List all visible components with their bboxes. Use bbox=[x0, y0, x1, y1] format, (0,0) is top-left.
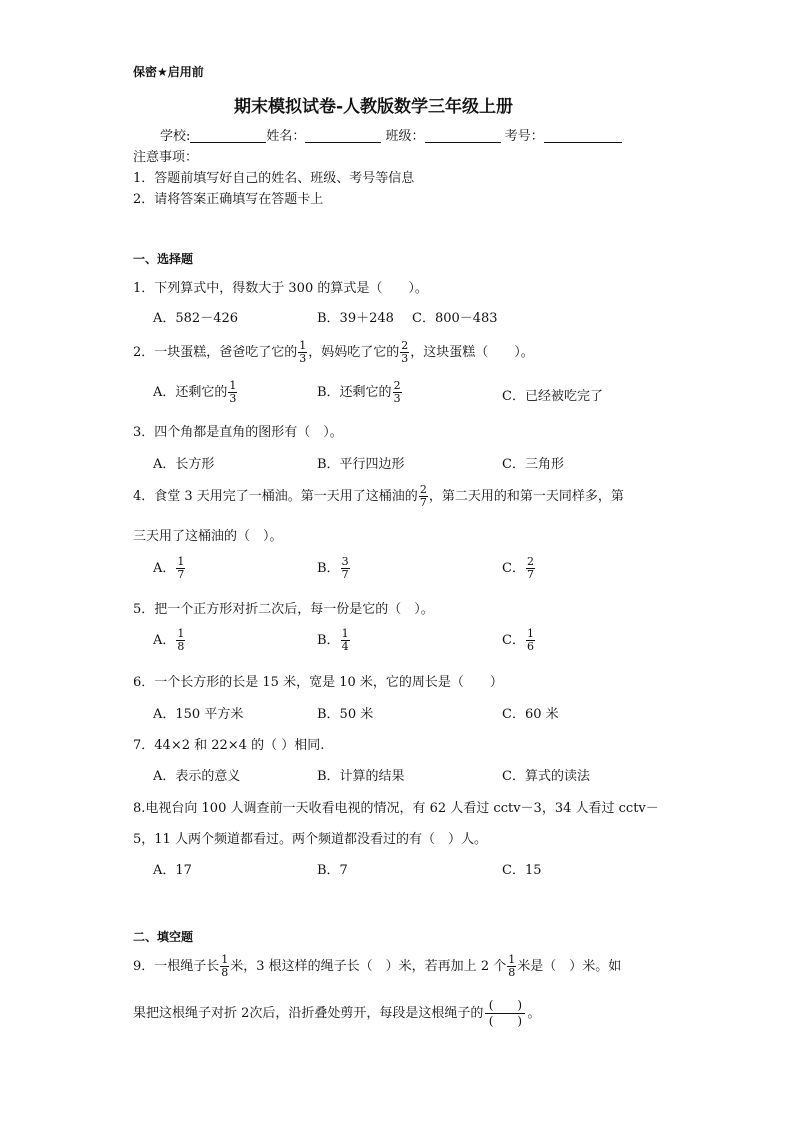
question-4-line2: 三天用了这桶油的（ ）。 bbox=[133, 529, 283, 544]
option-label: B．还剩它的 bbox=[317, 385, 392, 400]
q6-option-c[interactable]: C．60 米 bbox=[502, 707, 559, 722]
fraction-numerator: 1 bbox=[341, 627, 349, 640]
q1-option-a[interactable]: A．582－426 bbox=[153, 311, 239, 326]
fraction-numerator: 1 bbox=[229, 379, 237, 392]
fraction bbox=[400, 340, 409, 365]
school-field[interactable] bbox=[190, 128, 266, 143]
q2-option-a[interactable] bbox=[153, 380, 238, 405]
q6-option-b[interactable]: B．50 米 bbox=[317, 707, 374, 722]
fraction-denominator: 3 bbox=[393, 392, 401, 405]
q9-text: 果把这根绳子对折 2次后，沿折叠处剪开，每段是这根绳子的 bbox=[133, 1006, 484, 1021]
school-label: 学校: bbox=[160, 129, 191, 144]
fraction-denominator: 7 bbox=[177, 568, 185, 581]
q4-option-b[interactable] bbox=[317, 556, 351, 581]
section-heading-choice: 一、选择题 bbox=[133, 252, 194, 266]
question-4 bbox=[133, 484, 624, 509]
fraction-numerator-blank: ( ) bbox=[485, 998, 525, 1014]
q4-option-c[interactable] bbox=[502, 556, 536, 581]
fraction-numerator: 1 bbox=[299, 339, 307, 352]
question-8-line2: 5，11 人两个频道都看过。两个频道都没看过的有（ ）人。 bbox=[133, 832, 487, 847]
number-field[interactable] bbox=[544, 128, 622, 143]
q4-text: ，第二天用的和第一天同样多，第 bbox=[428, 489, 624, 504]
section-heading-fill: 二、填空题 bbox=[133, 930, 194, 944]
fraction bbox=[507, 954, 516, 979]
note-item: 1．答题前填写好自己的姓名、班级、考号等信息 bbox=[133, 171, 415, 186]
fraction bbox=[298, 340, 307, 365]
answer-fraction-blank[interactable] bbox=[485, 998, 525, 1029]
q3-option-c[interactable]: C．三角形 bbox=[502, 457, 564, 472]
fraction-numerator: 3 bbox=[341, 555, 349, 568]
fraction-denominator: 3 bbox=[229, 392, 237, 405]
fraction bbox=[220, 954, 229, 979]
q3-option-a[interactable]: A．长方形 bbox=[153, 457, 215, 472]
q8-option-a[interactable]: A．17 bbox=[153, 863, 192, 878]
q5-option-c[interactable] bbox=[502, 628, 536, 653]
q2-text: ，妈妈吃了它的 bbox=[308, 345, 400, 360]
fraction-numerator: 1 bbox=[177, 627, 185, 640]
fraction-denominator: 4 bbox=[341, 640, 349, 653]
q7-option-a[interactable]: A．表示的意义 bbox=[153, 769, 241, 784]
question-6: 6．一个长方形的长是 15 米，宽是 10 米，它的周长是（ ） bbox=[133, 675, 503, 690]
q8-option-b[interactable]: B．7 bbox=[317, 863, 348, 878]
q1-option-c[interactable]: C．800－483 bbox=[412, 311, 498, 326]
q4-text: 4．食堂 3 天用完了一桶油。第一天用了这桶油的 bbox=[133, 489, 418, 504]
q5-option-a[interactable] bbox=[153, 628, 186, 653]
fraction-numerator: 2 bbox=[526, 555, 534, 568]
option-label: A．还剩它的 bbox=[153, 385, 228, 400]
class-label: 班级： bbox=[385, 129, 425, 144]
question-3: 3．四个角都是直角的图形有（ ）。 bbox=[133, 425, 343, 440]
question-8: 8.电视台向 100 人调查前一天收看电视的情况，有 62 人看过 cctv－3，34 人看过 cctv－ bbox=[133, 801, 659, 816]
q8-option-c[interactable]: C．15 bbox=[502, 863, 542, 878]
fraction bbox=[341, 628, 350, 653]
question-5: 5．把一个正方形对折二次后，每一份是它的（ ）。 bbox=[133, 602, 434, 617]
q2-option-b[interactable] bbox=[317, 380, 403, 405]
question-2 bbox=[133, 340, 534, 365]
fraction bbox=[176, 628, 185, 653]
fraction-denominator: 7 bbox=[341, 568, 349, 581]
fraction bbox=[393, 380, 402, 405]
notes-heading: 注意事项： bbox=[133, 150, 199, 165]
question-9-line2 bbox=[133, 998, 540, 1029]
q6-option-a[interactable]: A．150 平方米 bbox=[153, 707, 244, 722]
q9-text: 米，3 根这样的绳子长（ ）米，若再加上 2 个 bbox=[230, 959, 507, 974]
number-label: 考号： bbox=[504, 129, 544, 144]
q9-text: 。 bbox=[527, 1006, 541, 1021]
q9-text: 米是（ ）米。如 bbox=[517, 959, 622, 974]
q7-option-c[interactable]: C．算式的读法 bbox=[502, 769, 590, 784]
option-label: A． bbox=[153, 633, 176, 648]
q2-option-c[interactable]: C．已经被吃完了 bbox=[502, 389, 603, 404]
student-info-row bbox=[160, 125, 622, 144]
option-label: C． bbox=[502, 561, 525, 576]
fraction bbox=[526, 556, 535, 581]
fraction-denominator: 7 bbox=[526, 568, 534, 581]
class-field[interactable] bbox=[425, 128, 501, 143]
fraction bbox=[419, 484, 428, 509]
q3-option-b[interactable]: B．平行四边形 bbox=[317, 457, 405, 472]
fraction-denominator: 7 bbox=[419, 496, 427, 509]
fraction-denominator: 6 bbox=[526, 640, 534, 653]
fraction-numerator: 1 bbox=[177, 555, 185, 568]
fraction bbox=[526, 628, 535, 653]
fraction-numerator: 1 bbox=[526, 627, 534, 640]
fraction-denominator: 8 bbox=[221, 966, 229, 979]
fraction-denominator: 8 bbox=[508, 966, 516, 979]
fraction-denominator: 3 bbox=[401, 352, 409, 365]
fraction-numerator: 1 bbox=[508, 953, 516, 966]
fraction-numerator: 2 bbox=[419, 483, 427, 496]
q2-text: ，这块蛋糕（ ）。 bbox=[410, 345, 534, 360]
question-7: 7．44×2 和 22×4 的（ ）相同. bbox=[133, 738, 325, 753]
q4-option-a[interactable] bbox=[153, 556, 186, 581]
confidential-label: 保密★启用前 bbox=[133, 65, 204, 79]
option-label: B． bbox=[317, 633, 340, 648]
fraction-denominator-blank: ( ) bbox=[488, 1014, 523, 1028]
q1-option-b[interactable]: B．39＋248 bbox=[317, 311, 394, 326]
note-item: 2．请将答案正确填写在答题卡上 bbox=[133, 192, 324, 207]
name-field[interactable] bbox=[305, 128, 381, 143]
fraction bbox=[176, 556, 185, 581]
option-label: B． bbox=[317, 561, 340, 576]
option-label: A． bbox=[153, 561, 176, 576]
question-1: 1．下列算式中，得数大于 300 的算式是（ ）。 bbox=[133, 281, 428, 296]
fraction bbox=[228, 380, 237, 405]
question-9 bbox=[133, 954, 621, 979]
fraction-denominator: 8 bbox=[177, 640, 185, 653]
name-label: 姓名： bbox=[266, 129, 306, 144]
fraction-denominator: 3 bbox=[299, 352, 307, 365]
q2-text: 2．一块蛋糕，爸爸吃了它的 bbox=[133, 345, 298, 360]
fraction-numerator: 2 bbox=[393, 379, 401, 392]
fraction bbox=[341, 556, 350, 581]
option-label: C． bbox=[502, 633, 525, 648]
q7-option-b[interactable]: B．计算的结果 bbox=[317, 769, 405, 784]
fraction-numerator: 2 bbox=[401, 339, 409, 352]
page-title: 期末模拟试卷-人教版数学三年级上册 bbox=[234, 97, 514, 117]
q9-text: 9．一根绳子长 bbox=[133, 959, 220, 974]
fraction-numerator: 1 bbox=[221, 953, 229, 966]
q5-option-b[interactable] bbox=[317, 628, 351, 653]
